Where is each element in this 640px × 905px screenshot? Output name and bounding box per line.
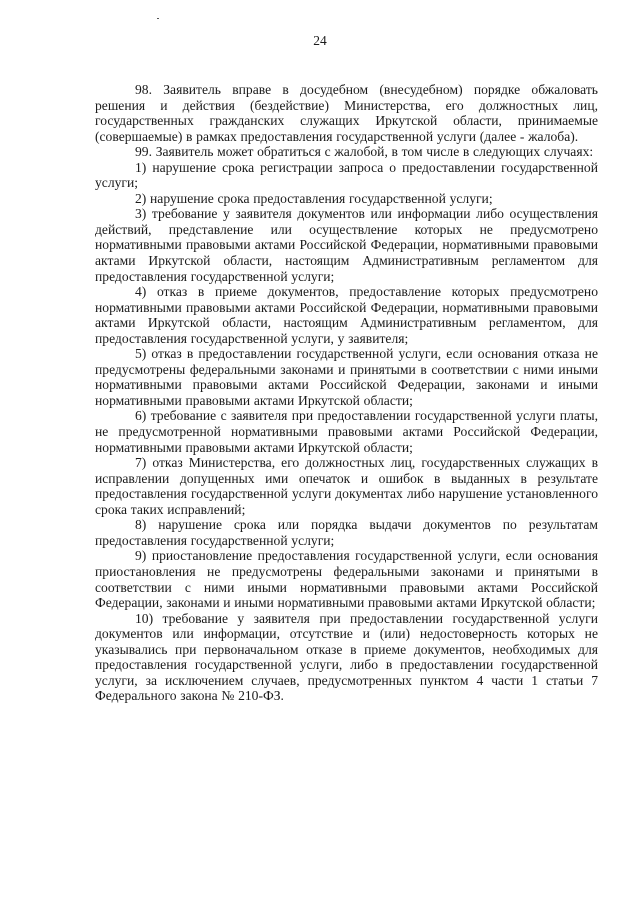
list-item-3: 3) требование у заявителя документов или информации либо осуществления действий, представление или осуществление которых не предусмотрено нормативными правовыми актами Российской Федерации, нормативными правовыми актами Иркутской области, настоящим Административным регламентом для предоставления государственной услуги;	[95, 206, 598, 284]
scan-speck	[157, 18, 159, 19]
list-item-1: 1) нарушение срока регистрации запроса о предоставлении государственной услуги;	[95, 159, 598, 191]
page-number: 24	[313, 33, 327, 48]
list-item-7: 7) отказ Министерства, его должностных лиц, государственных служащих в исправлении допущенных ими опечаток и ошибок в выданных в результате предоставления государственной услуги документах либо нарушение установленного срока таких исправлений;	[95, 455, 598, 517]
paragraph-98: 98. Заявитель вправе в досудебном (внесудебном) порядке обжаловать решения и действия (бездействие) Министерства, его должностных лиц, государственных гражданских служащих Иркутской области, принимаемые (совершаемые) в рамках предоставления государственной услуги (далее - жалоба).	[95, 82, 598, 144]
paragraph-99: 99. Заявитель может обратиться с жалобой, в том числе в следующих случаях:	[135, 144, 594, 160]
list-item-2: 2) нарушение срока предоставления государственной услуги;	[135, 190, 493, 206]
list-item-4: 4) отказ в приеме документов, предоставление которых предусмотрено нормативными правовыми актами Российской Федерации, нормативными правовыми актами Иркутской области, настоящим Административным регламентом, для предоставления государственной услуги, у заявителя;	[95, 284, 598, 346]
list-item-8: 8) нарушение срока или порядка выдачи документов по результатам предоставления государственной услуги;	[95, 517, 598, 548]
list-item-6: 6) требование с заявителя при предоставлении государственной услуги платы, не предусмотренной нормативными правовыми актами Российской Федерации, нормативными правовыми актами Иркутской области;	[95, 408, 598, 455]
list-item-9: 9) приостановление предоставления государственной услуги, если основания приостановления не предусмотрены федеральными законами и принятыми в соответствии с ними иными нормативными правовыми актами Российской Федерации, законами и иными нормативными правовыми актами Иркутской области;	[95, 548, 598, 611]
list-item-10: 10) требование у заявителя при предоставлении государственной услуги документов или информации, отсутствие и (или) недостоверность которых не указывались при первоначальном отказе в приеме документов, необходимых для предоставления государственной услуги, либо в предоставлении государственной услуги, за исключением случаев, предусмотренных пунктом 4 части 1 статьи 7 Федерального закона № 210-ФЗ.	[95, 610, 598, 704]
document-body	[95, 82, 598, 704]
list-item-5: 5) отказ в предоставлении государственной услуги, если основания отказа не предусмотрены федеральными законами и принятыми в соответствии с ними иными нормативными правовыми актами Российской Федерации, законами и иными нормативными правовыми актами Иркутской области;	[95, 346, 598, 408]
